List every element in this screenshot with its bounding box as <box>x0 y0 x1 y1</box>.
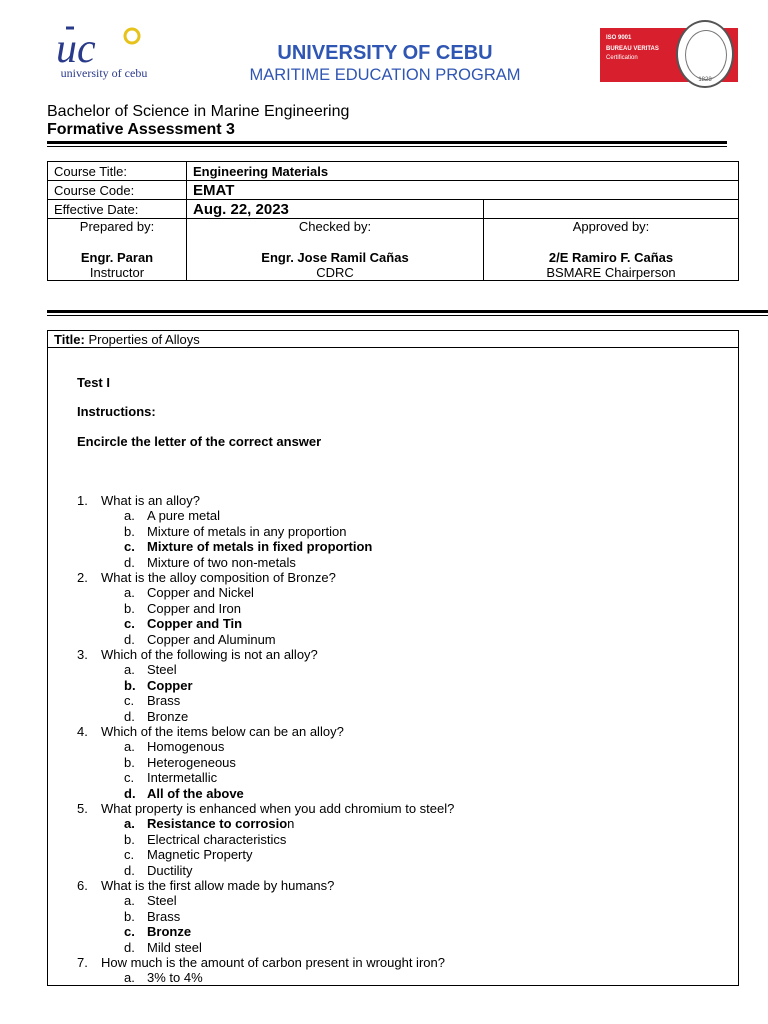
option-text <box>147 693 180 708</box>
question-number: 2. <box>77 570 88 585</box>
course-info-table <box>47 161 739 281</box>
checked-by-cell <box>187 219 484 281</box>
question-number: 7. <box>77 955 88 970</box>
option-text-main: Bronze <box>147 708 189 724</box>
option-text <box>147 709 188 724</box>
option-text-main: Copper <box>147 677 193 693</box>
checked-by-label: Checked by: <box>298 219 372 234</box>
question-text: What property is enhanced when you add chromium to steel? <box>101 801 455 816</box>
option-letter: a. <box>124 893 135 909</box>
option-text-main: Magnetic Property <box>147 847 253 863</box>
option-letter: d. <box>124 554 135 570</box>
option-text-main: Mixture of metals in fixed proportion <box>147 539 373 555</box>
option-text <box>147 970 203 985</box>
option-text <box>147 739 224 754</box>
question-number: 4. <box>77 724 88 739</box>
divider <box>47 315 768 316</box>
lesson-title-bar <box>48 331 738 348</box>
option-letter: c. <box>124 924 135 940</box>
course-title-value: Engineering Materials <box>187 162 739 181</box>
option-letter: d. <box>124 939 135 955</box>
divider <box>47 141 727 144</box>
question-text: Which of the items below can be an alloy? <box>101 724 344 739</box>
option-letter: c. <box>124 770 135 786</box>
option-text-main: Ductility <box>147 862 193 878</box>
assessment-box <box>47 330 739 986</box>
option-letter: a. <box>124 739 135 755</box>
option-text <box>147 662 177 677</box>
option-letter: c. <box>124 539 135 555</box>
option-text <box>147 555 296 570</box>
option-letter: c. <box>124 693 135 709</box>
question-text: What is the first allow made by humans? <box>101 878 335 893</box>
option-text <box>147 770 217 785</box>
approved-by-name: 2/E Ramiro F. Cañas <box>548 250 674 265</box>
instructions-label: Instructions: <box>77 404 156 419</box>
option-text <box>147 755 236 770</box>
question-number: 5. <box>77 801 88 816</box>
cert-line-2: BUREAU VERITAS <box>606 46 659 52</box>
option-letter: a. <box>124 662 135 678</box>
option-letter: b. <box>124 523 135 539</box>
option-text-main: Resistance to corrosio <box>147 816 288 832</box>
seal-year: 1828 <box>698 77 712 83</box>
option-text-main: Copper and Tin <box>147 616 243 632</box>
option-text <box>147 832 286 847</box>
option-text-main: Intermetallic <box>147 770 218 786</box>
lesson-title-label: Title: <box>54 332 85 347</box>
logo-text: university of cebu <box>60 66 148 80</box>
option-text <box>147 924 191 939</box>
option-text <box>147 539 372 554</box>
option-text-main: 3% to 4% <box>147 970 203 986</box>
prepared-by-label: Prepared by: <box>79 219 155 234</box>
prepared-by-cell <box>48 219 187 281</box>
option-letter: c. <box>124 847 135 863</box>
option-text-main: Steel <box>147 893 177 909</box>
option-letter: d. <box>124 862 135 878</box>
question-text: How much is the amount of carbon present in wrought iron? <box>101 955 445 970</box>
option-text <box>147 601 241 616</box>
option-text-main: Copper and Nickel <box>147 585 254 601</box>
question-number: 3. <box>77 647 88 662</box>
course-code-label: Course Code: <box>48 181 187 200</box>
option-text-main: Mixture of metals in any proportion <box>147 523 347 539</box>
option-text <box>147 585 254 600</box>
course-title-label: Course Title: <box>48 162 187 181</box>
option-text <box>147 847 253 862</box>
option-letter: b. <box>124 831 135 847</box>
prepared-by-position: Instructor <box>89 265 145 280</box>
option-text-main: Copper and Aluminum <box>147 631 276 647</box>
certification-badge <box>600 28 738 82</box>
degree-program: Bachelor of Science in Marine Engineering <box>47 103 350 120</box>
question-text: What is an alloy? <box>101 493 200 508</box>
assessment-title: Formative Assessment 3 <box>47 121 235 138</box>
option-text <box>147 678 193 693</box>
option-text-main: All of the above <box>147 785 244 801</box>
prepared-by-name: Engr. Paran <box>80 250 154 265</box>
option-text <box>147 632 276 647</box>
option-letter: d. <box>124 631 135 647</box>
option-text-main: Brass <box>147 693 181 709</box>
option-letter: b. <box>124 908 135 924</box>
approved-by-label: Approved by: <box>572 219 650 234</box>
option-text <box>147 940 202 955</box>
option-text <box>147 863 193 878</box>
university-name: UNIVERSITY OF CEBU <box>277 42 493 64</box>
option-letter: b. <box>124 600 135 616</box>
option-text <box>147 816 294 831</box>
lesson-title-value: Properties of Alloys <box>88 332 200 347</box>
divider <box>47 310 768 313</box>
cert-line-3: Certification <box>606 55 638 61</box>
bureau-veritas-seal-icon <box>676 20 734 88</box>
option-text-main: Mixture of two non-metals <box>147 554 296 570</box>
option-text <box>147 786 244 801</box>
option-text <box>147 616 242 631</box>
option-text-tail: n <box>287 816 295 832</box>
question-number: 6. <box>77 878 88 893</box>
option-text-main: A pure metal <box>147 508 220 524</box>
svg-text:uc: uc <box>56 26 96 68</box>
option-letter: b. <box>124 754 135 770</box>
university-logo <box>48 22 160 82</box>
option-text <box>147 508 220 523</box>
test-heading: Test I <box>77 375 110 390</box>
option-letter: c. <box>124 616 135 632</box>
option-text-main: Homogenous <box>147 739 225 755</box>
approved-by-position: BSMARE Chairperson <box>546 265 676 280</box>
option-letter: a. <box>124 508 135 524</box>
option-letter: b. <box>124 677 136 693</box>
question-number: 1. <box>77 493 88 508</box>
option-letter: a. <box>124 585 135 601</box>
question-text: Which of the following is not an alloy? <box>101 647 318 662</box>
instructions-text: Encircle the letter of the correct answer <box>77 434 322 449</box>
approved-by-cell <box>484 219 739 281</box>
option-text-main: Steel <box>147 662 177 678</box>
option-text-main: Mild steel <box>147 939 202 955</box>
checked-by-name: Engr. Jose Ramil Cañas <box>261 250 409 265</box>
option-text-main: Brass <box>147 908 181 924</box>
course-code-value: EMAT <box>187 181 739 200</box>
divider <box>47 146 727 147</box>
option-letter: d. <box>124 708 135 724</box>
checked-by-position: CDRC <box>316 265 354 280</box>
cert-line-1: ISO 9001 <box>606 35 632 41</box>
effective-date-value: Aug. 22, 2023 <box>187 200 484 219</box>
effective-date-label: Effective Date: <box>48 200 187 219</box>
option-text-main: Copper and Iron <box>147 600 241 616</box>
question-text: What is the alloy composition of Bronze? <box>101 570 336 585</box>
option-text-main: Electrical characteristics <box>147 831 287 847</box>
option-text <box>147 909 180 924</box>
option-letter: a. <box>124 816 135 832</box>
program-name: MARITIME EDUCATION PROGRAM <box>249 66 521 84</box>
option-text <box>147 893 177 908</box>
option-text-main: Heterogeneous <box>147 754 236 770</box>
option-text <box>147 524 346 539</box>
option-letter: d. <box>124 785 136 801</box>
empty-cell <box>484 200 739 219</box>
option-text-main: Bronze <box>147 924 192 940</box>
option-letter: a. <box>124 970 135 986</box>
